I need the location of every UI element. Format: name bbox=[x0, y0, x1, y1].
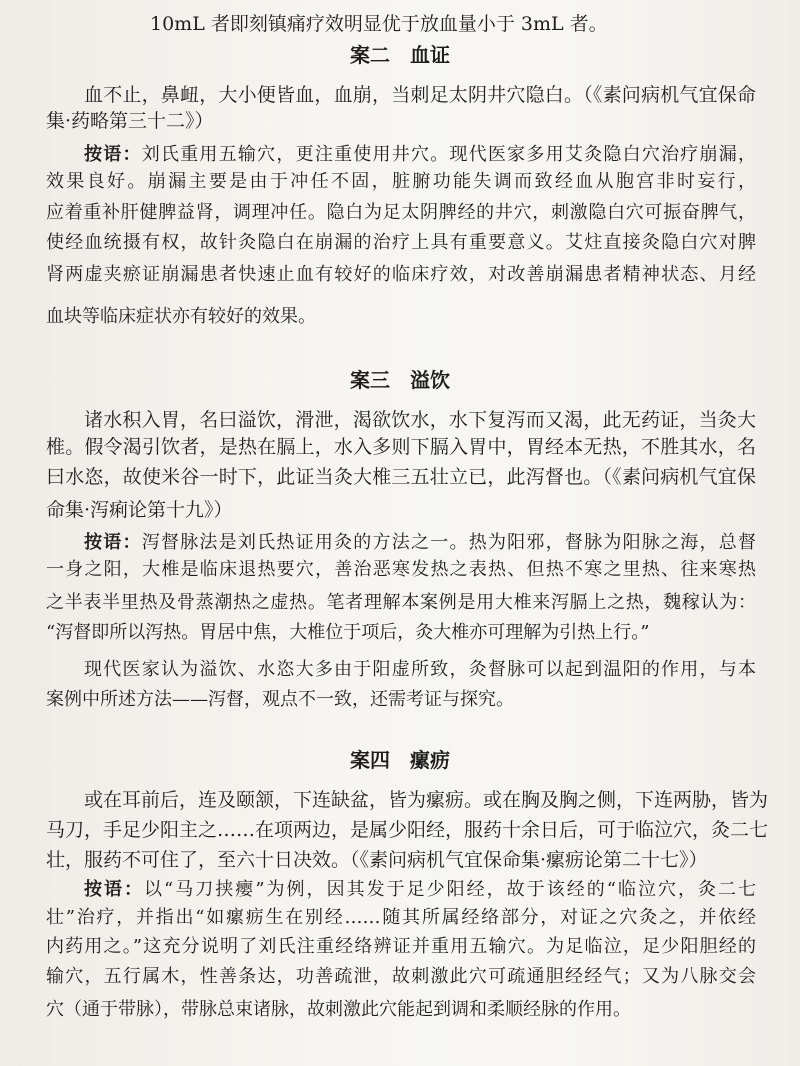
quote-line: 马刀，手足少阳主之……在项两边，是属少阳经，服药十余日后，可于临泣穴，灸二七 bbox=[46, 819, 769, 841]
quote-line: 或在耳前后，连及颐颔，下连缺盆，皆为瘰疬。或在胸及胸之侧，下连两胁，皆为 bbox=[84, 789, 769, 811]
note-first-line bbox=[84, 143, 756, 167]
note-line: 应着重补肝健脾益肾，调理冲任。隐白为足太阴脾经的井穴，刺激隐白穴可振奋脾气， bbox=[46, 202, 756, 223]
note-first-line bbox=[84, 878, 756, 902]
note-text: 泻督脉法是刘氏热证用灸的方法之一。热为阳邪，督脉为阳脉之海，总督 bbox=[141, 532, 757, 553]
note-line: 肾两虚夹瘀证崩漏患者快速止血有较好的临床疗效，对改善崩漏患者精神状态、月经 bbox=[46, 264, 756, 285]
note-first-line bbox=[84, 531, 756, 555]
case-heading: 案四 瘰疬 bbox=[350, 748, 450, 772]
note-line: 壮”治疗，并指出“如瘰疬生在别经……随其所属经络部分，对证之穴灸之，并依经 bbox=[46, 907, 756, 928]
continued-text-line: 10mL 者即刻镇痛疗效明显优于放血量小于 3mL 者。 bbox=[150, 13, 608, 35]
quote-line: 诸水积入胃，名曰溢饮，滑泄，渴欲饮水，水下复泻而又渴，此无药证，当灸大 bbox=[84, 409, 756, 431]
case-heading: 案三 溢饮 bbox=[350, 368, 450, 392]
note-label: 按语： bbox=[84, 532, 142, 553]
note-line: 之半表半里热及骨蒸潮热之虚热。笔者理解本案例是用大椎来泻膈上之热，魏稼认为： bbox=[46, 592, 756, 613]
note-line: 效果良好。崩漏主要是由于冲任不固，脏腑功能失调而致经血从胞宫非时妄行， bbox=[46, 171, 756, 192]
note-text: 以“马刀挟瘿”为例，因其发于足少阳经，故于该经的“临泣穴，灸二七 bbox=[144, 879, 757, 900]
note-line: 使经血统摄有权，故针灸隐白在崩漏的治疗上具有重要意义。艾炷直接灸隐白穴对脾 bbox=[46, 232, 756, 253]
note-line: 血块等临床症状亦有较好的效果。 bbox=[46, 306, 316, 327]
case-heading: 案二 血证 bbox=[350, 43, 450, 67]
note-line: 穴（通于带脉），带脉总束诸脉，故刺激此穴能起到调和柔顺经脉的作用。 bbox=[46, 999, 631, 1020]
quote-line: 椎。假令渴引饮者，是热在膈上，水入多则下膈入胃中，胃经本无热，不胜其水，名 bbox=[46, 436, 756, 458]
comment-line: 案例中所述方法——泻督，观点不一致，还需考证与探究。 bbox=[46, 689, 514, 710]
quote-line: 曰水恣，故使米谷一时下，此证当灸大椎三五壮立已，此泻督也。（《素问病机气宜保 bbox=[46, 466, 756, 488]
note-line: “泻督即所以泻热。胃居中焦，大椎位于项后，灸大椎亦可理解为引热上行。” bbox=[46, 622, 650, 643]
note-label: 按语： bbox=[84, 144, 142, 165]
note-text: 刘氏重用五输穴，更注重使用井穴。现代医家多用艾灸隐白穴治疗崩漏， bbox=[141, 144, 757, 165]
comment-line: 现代医家认为溢饮、水恣大多由于阳虚所致，灸督脉可以起到温阳的作用，与本 bbox=[84, 659, 756, 680]
quote-line: 命集·泻痢论第十九》） bbox=[46, 499, 233, 521]
quote-line: 壮，服药不可住了，至六十日决效。（《素问病机气宜保命集·瘰疬论第二十七》） bbox=[46, 849, 708, 871]
note-line: 内药用之。”这充分说明了刘氏注重经络辨证并重用五输穴。为足临泣，足少阳胆经的 bbox=[46, 936, 756, 957]
note-line: 一身之阳，大椎是临床退热要穴，善治恶寒发热之表热、但热不寒之里热、往来寒热 bbox=[46, 559, 756, 580]
note-label: 按语： bbox=[84, 879, 145, 900]
quote-line: 血不止，鼻衄，大小便皆血，血崩，当刺足太阴井穴隐白。（《素问病机气宜保命 bbox=[84, 84, 756, 106]
note-line: 输穴，五行属木，性善条达，功善疏泄，故刺激此穴可疏通胆经经气；又为八脉交会 bbox=[46, 966, 756, 987]
quote-line: 集·药略第三十二》） bbox=[46, 110, 214, 132]
